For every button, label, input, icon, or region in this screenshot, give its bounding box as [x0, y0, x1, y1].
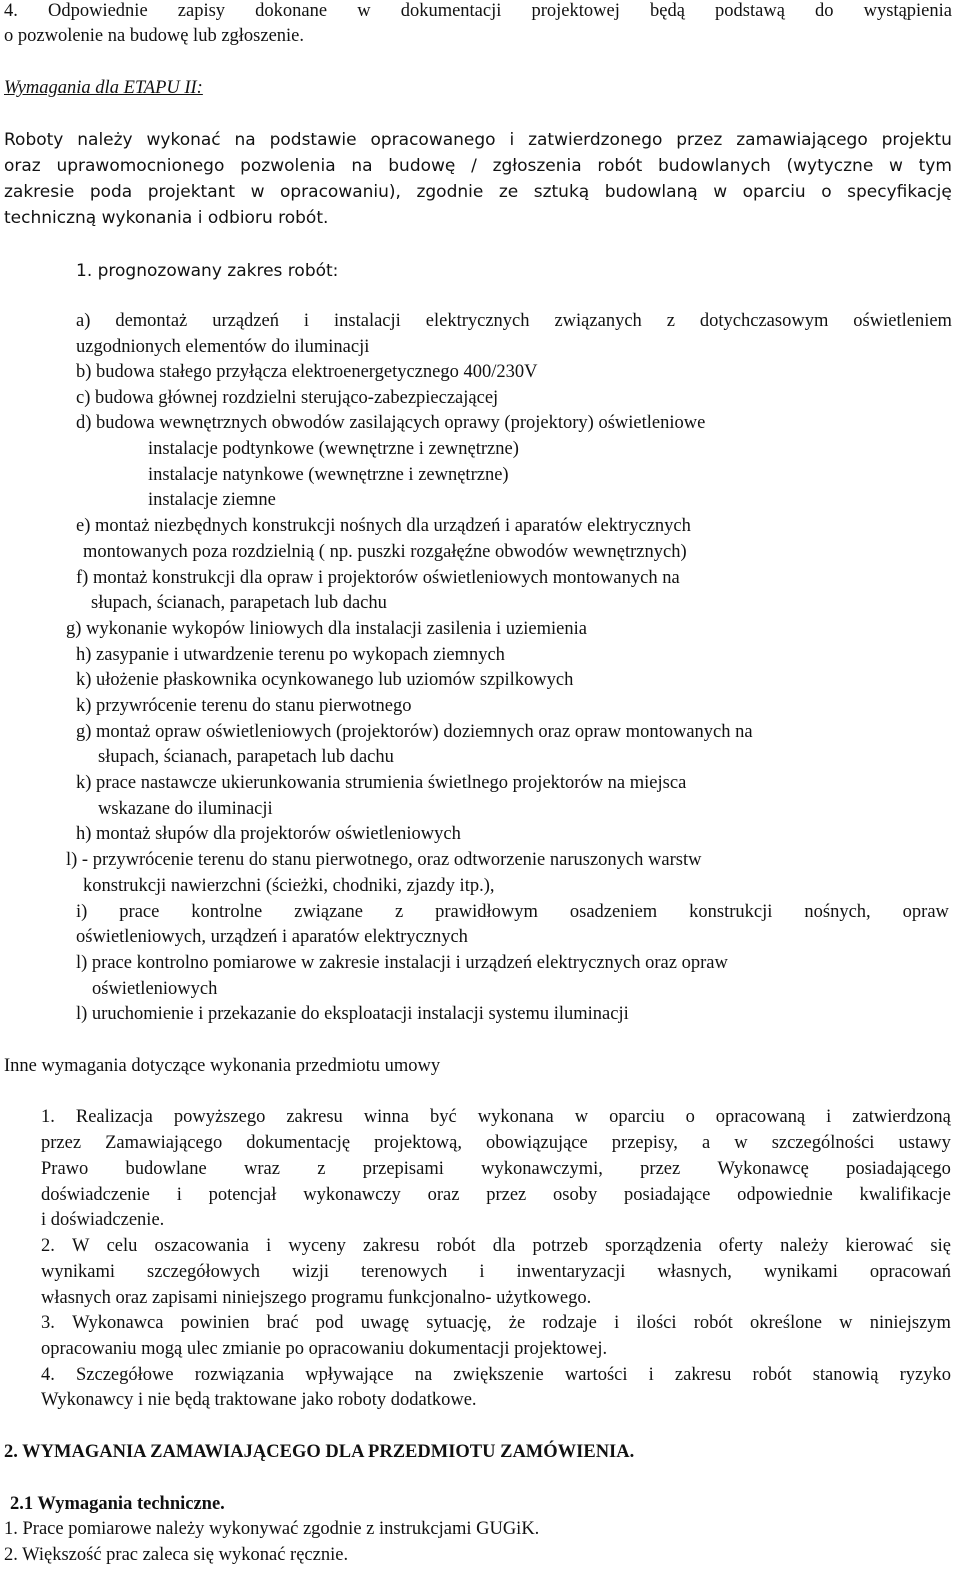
word: oparciu [742, 182, 806, 202]
word: dokumentacji [400, 1, 502, 21]
word: przepisami [362, 1159, 444, 1179]
word: o [821, 182, 832, 202]
word: oparciu [609, 1107, 665, 1127]
scope-line: oświetleniowych, urządzeń i aparatów elektrycznych [76, 927, 468, 947]
word: W [71, 1236, 90, 1256]
word: opracowaną [715, 1107, 806, 1127]
word: przez [41, 1133, 82, 1153]
word: szczególności [771, 1133, 875, 1153]
other-line [41, 1261, 951, 1283]
scope-line: f) montaż konstrukcji dla opraw i projektorów oświetleniowych montowanych na [76, 568, 680, 588]
word: Realizacja [75, 1107, 153, 1127]
word: terenowych [361, 1262, 448, 1282]
word: (wytyczne [786, 156, 874, 176]
word: winna [363, 1107, 410, 1127]
word: Odpowiednie [47, 1, 148, 21]
word: zgodnie [416, 182, 484, 202]
word: oraz [427, 1185, 460, 1205]
scope-line: uzgodnionych elementów do iluminacji [76, 337, 370, 357]
word: Zamawiającego [105, 1133, 223, 1153]
word: i [509, 130, 515, 150]
scope-line: b) budowa stałego przyłącza elektroenergetycznego 400/230V [76, 362, 538, 382]
word: / [471, 156, 477, 176]
word: zakresu [674, 1365, 732, 1385]
word: kontrolne [191, 902, 263, 922]
word: oświetleniem [853, 311, 952, 331]
word: doświadczenie [41, 1185, 150, 1205]
word: opracowaniu), [279, 182, 401, 202]
word: Szczegółowe [76, 1365, 174, 1385]
other-line: własnych oraz zapisami niniejszego programu funkcjonalno- użytkowego. [41, 1288, 592, 1308]
other-line [41, 1184, 951, 1206]
word: Wykonawca [72, 1313, 164, 1333]
word: wizji [292, 1262, 330, 1282]
word: i [303, 311, 310, 331]
word: przez [486, 1185, 527, 1205]
scope-line: instalacje podtynkowe (wewnętrzne i zewnętrzne) [148, 439, 519, 459]
word: inwentaryzacji [516, 1262, 626, 1282]
scope-line: konstrukcji nawierzchni (ścieżki, chodniki, zjazdy itp.), [83, 876, 495, 896]
word: zatwierdzonego [528, 130, 663, 150]
word: podstawą [715, 1, 785, 21]
word: posiadającego [846, 1159, 951, 1179]
word: wraz [244, 1159, 280, 1179]
word: oszacowania [154, 1236, 249, 1256]
word: budowę [388, 156, 456, 176]
scope-line [76, 901, 949, 923]
word: projektową, [374, 1133, 462, 1153]
word: podstawie [269, 130, 357, 150]
scope-line: słupach, ścianach, parapetach lub dachu [98, 747, 394, 767]
word: projektowej [531, 1, 620, 21]
word: określone [750, 1313, 822, 1333]
word: i [176, 1185, 182, 1205]
word: opraw [902, 902, 949, 922]
section2-item: 1. Prace pomiarowe należy wykonywać zgodnie z instrukcjami GUGiK. [4, 1519, 540, 1539]
word: wynikami [763, 1262, 838, 1282]
word: powyższego [173, 1107, 266, 1127]
word: prace [119, 902, 160, 922]
other-line [41, 1106, 951, 1128]
word: na [234, 130, 256, 150]
scope-title: 1. prognozowany zakres robót: [76, 261, 339, 281]
word: w [357, 1, 371, 21]
section2-subheading: 2.1 Wymagania techniczne. [10, 1494, 225, 1514]
word: opracowań [869, 1262, 951, 1282]
etap2-heading: Wymagania dla ETAPU II: [4, 78, 203, 98]
scope-line: g) montaż opraw oświetleniowych (projektorów) doziemnych oraz opraw montowanych na [76, 722, 753, 742]
word: rodzaje [542, 1313, 597, 1333]
word: potrzeb [532, 1236, 588, 1256]
word: demontaż [115, 311, 188, 331]
word: zatwierdzoną [852, 1107, 951, 1127]
word: dla [492, 1236, 516, 1256]
word: się [930, 1236, 951, 1256]
etap2-line-2 [4, 155, 952, 177]
word: specyfikację [847, 182, 952, 202]
other-line [41, 1235, 951, 1257]
word: ilości [636, 1313, 677, 1333]
scope-line: l) prace kontrolno pomiarowe w zakresie instalacji i urządzeń elektrycznych oraz opraw [76, 953, 728, 973]
word: sporządzenia [605, 1236, 702, 1256]
word: o [685, 1107, 695, 1127]
word: w [250, 182, 265, 202]
word: i [266, 1236, 272, 1256]
word: być [430, 1107, 457, 1127]
scope-line: k) przywrócenie terenu do stanu pierwotnego [76, 696, 412, 716]
word: sztuką [533, 182, 590, 202]
other-line: i doświadczenie. [41, 1210, 165, 1230]
word: Prawo [41, 1159, 89, 1179]
word: stanowią [812, 1365, 879, 1385]
word: wykonać [146, 130, 221, 150]
word: kwalifikacje [859, 1185, 951, 1205]
word: i [648, 1365, 654, 1385]
word: obowiązujące [486, 1133, 588, 1153]
word: dokumentację [246, 1133, 351, 1153]
scope-line: słupach, ścianach, parapetach lub dachu [91, 593, 387, 613]
word: wykonawczymi, [481, 1159, 603, 1179]
scope-line: l) uruchomienie i przekazanie do eksploatacji instalacji systemu iluminacji [76, 1004, 629, 1024]
word: sytuację, [426, 1313, 492, 1333]
word: dotychczasowym [699, 311, 829, 331]
word: zapisy [177, 1, 226, 21]
word: 4. [41, 1365, 55, 1385]
scope-line: oświetleniowych [92, 979, 218, 999]
word: 2. [41, 1236, 55, 1256]
word: w [574, 1107, 589, 1127]
word: do [815, 1, 834, 21]
word: ustawy [898, 1133, 951, 1153]
scope-line: k) prace nastawcze ukierunkowania strumienia świetlnego projektorów na miejsca [76, 773, 687, 793]
word: 4. [4, 1, 18, 21]
scope-line: l) - przywrócenie terenu do stanu pierwotnego, oraz odtworzenie naruszonych warstw [66, 850, 702, 870]
scope-line: h) montaż słupów dla projektorów oświetleniowych [76, 824, 461, 844]
word: osadzeniem [569, 902, 658, 922]
word: związane [294, 902, 363, 922]
section2-heading: 2. WYMAGANIA ZAMAWIAJĄCEGO DLA PRZEDMIOTU ZAMÓWIENIA. [4, 1442, 635, 1462]
scope-line: d) budowa wewnętrznych obwodów zasilających oprawy (projektory) oświetleniowe [76, 413, 706, 433]
word: i [614, 1313, 620, 1333]
word: w [713, 182, 728, 202]
word: w [889, 156, 903, 176]
word: w [839, 1313, 853, 1333]
word: w [734, 1133, 748, 1153]
scope-line: c) budowa głównej rozdzielni sterująco-zabezpieczającej [76, 388, 499, 408]
word: potencjał [208, 1185, 277, 1205]
word: elektrycznych [425, 311, 530, 331]
word: urządzeń [212, 311, 279, 331]
word: instalacji [334, 311, 401, 331]
etap2-line-1 [4, 129, 952, 151]
word: rozwiązania [194, 1365, 285, 1385]
word: z [317, 1159, 326, 1179]
etap2-line-3 [4, 181, 952, 203]
word: projektu [881, 130, 952, 150]
word: a [701, 1133, 711, 1153]
word: poda [89, 182, 133, 202]
word: zakresu [286, 1107, 343, 1127]
word: opracowanego [370, 130, 496, 150]
word: zwiększenie [453, 1365, 544, 1385]
scope-line: wskazane do iluminacji [98, 799, 273, 819]
intro-line-2: o pozwolenie na budowę lub zgłoszenie. [4, 26, 305, 46]
word: robót [693, 1313, 733, 1333]
word: dokonane [255, 1, 328, 21]
word: na [351, 156, 373, 176]
word: z [666, 311, 675, 331]
scope-line: instalacje ziemne [148, 490, 276, 510]
word: zakresu [363, 1236, 420, 1256]
word: wpływające [305, 1365, 394, 1385]
word: tym [918, 156, 952, 176]
word: uwagę [360, 1313, 410, 1333]
word: prawidłowym [435, 902, 538, 922]
word: ryzyko [899, 1365, 951, 1385]
word: niniejszym [869, 1313, 951, 1333]
word: będą [649, 1, 685, 21]
word: pod [315, 1313, 344, 1333]
word: powinien [180, 1313, 250, 1333]
word: Wykonawcę [717, 1159, 809, 1179]
word: szczegółowych [147, 1262, 261, 1282]
word: brać [266, 1313, 299, 1333]
word: wykonana [477, 1107, 554, 1127]
scope-line [76, 310, 952, 332]
word: na [414, 1365, 433, 1385]
word: i) [76, 902, 88, 922]
word: wykonawczy [303, 1185, 401, 1205]
other-line: Wykonawcy i nie będą traktowane jako roboty dodatkowe. [41, 1390, 477, 1410]
etap2-line-4: techniczną wykonania i odbioru robót. [4, 208, 329, 228]
other-line [41, 1364, 951, 1386]
word: wynikami [41, 1262, 115, 1282]
word: budowlanych [657, 156, 771, 176]
other-line: opracowaniu mogą ulec zmianie po opracowaniu dokumentacji projektowej. [41, 1339, 608, 1359]
word: Roboty [4, 130, 64, 150]
word: 3. [41, 1313, 55, 1333]
word: przepisy, [611, 1133, 678, 1153]
scope-line: k) ułożenie płaskownika ocynkowanego lub uziomów szpilkowych [76, 670, 574, 690]
word: z [394, 902, 404, 922]
word: wartości [564, 1365, 628, 1385]
word: osoby [553, 1185, 598, 1205]
word: robót [436, 1236, 476, 1256]
other-heading: Inne wymagania dotyczące wykonania przedmiotu umowy [4, 1056, 441, 1076]
word: a) [76, 311, 91, 331]
word: oferty [718, 1236, 763, 1256]
word: budowlane [125, 1159, 207, 1179]
word: uprawomocnionego [56, 156, 225, 176]
word: budowlaną [604, 182, 698, 202]
word: związanych [554, 311, 642, 331]
word: wyceny [288, 1236, 346, 1256]
section2-item: 2. Większość prac zaleca się wykonać ręcznie. [4, 1545, 349, 1565]
scope-line: h) zasypanie i utwardzenie terenu po wykopach ziemnych [76, 645, 505, 665]
word: robót [597, 156, 643, 176]
word: odpowiednie [737, 1185, 833, 1205]
word: celu [106, 1236, 138, 1256]
other-line [41, 1132, 951, 1154]
word: należy [780, 1236, 829, 1256]
intro-line-1 [4, 0, 952, 22]
word: kierować [845, 1236, 914, 1256]
word: konstrukcji [689, 902, 773, 922]
word: ze [498, 182, 519, 202]
word: zamawiającego [736, 130, 868, 150]
word: pozwolenia [240, 156, 336, 176]
word: przez [640, 1159, 681, 1179]
scope-line: montowanych poza rozdzielnią ( np. puszki rozgałęźne obwodów wewnętrznych) [83, 542, 687, 562]
word: własnych, [657, 1262, 732, 1282]
word: przez [676, 130, 723, 150]
word: należy [77, 130, 133, 150]
scope-line: e) montaż niezbędnych konstrukcji nośnych dla urządzeń i aparatów elektrycznych [76, 516, 691, 536]
word: że [508, 1313, 526, 1333]
word: 1. [41, 1107, 55, 1127]
other-line [41, 1158, 951, 1180]
word: oraz [4, 156, 41, 176]
word: i [479, 1262, 485, 1282]
word: posiadające [624, 1185, 711, 1205]
other-line [41, 1312, 951, 1334]
word: nośnych, [804, 902, 871, 922]
scope-line: instalacje natynkowe (wewnętrzne i zewnętrzne) [148, 465, 509, 485]
word: zakresie [4, 182, 75, 202]
scope-line: g) wykonanie wykopów liniowych dla instalacji zasilenia i uziemienia [66, 619, 587, 639]
word: wystąpienia [863, 1, 952, 21]
word: robót [752, 1365, 792, 1385]
word: i [826, 1107, 832, 1127]
word: zgłoszenia [492, 156, 582, 176]
word: projektant [147, 182, 236, 202]
